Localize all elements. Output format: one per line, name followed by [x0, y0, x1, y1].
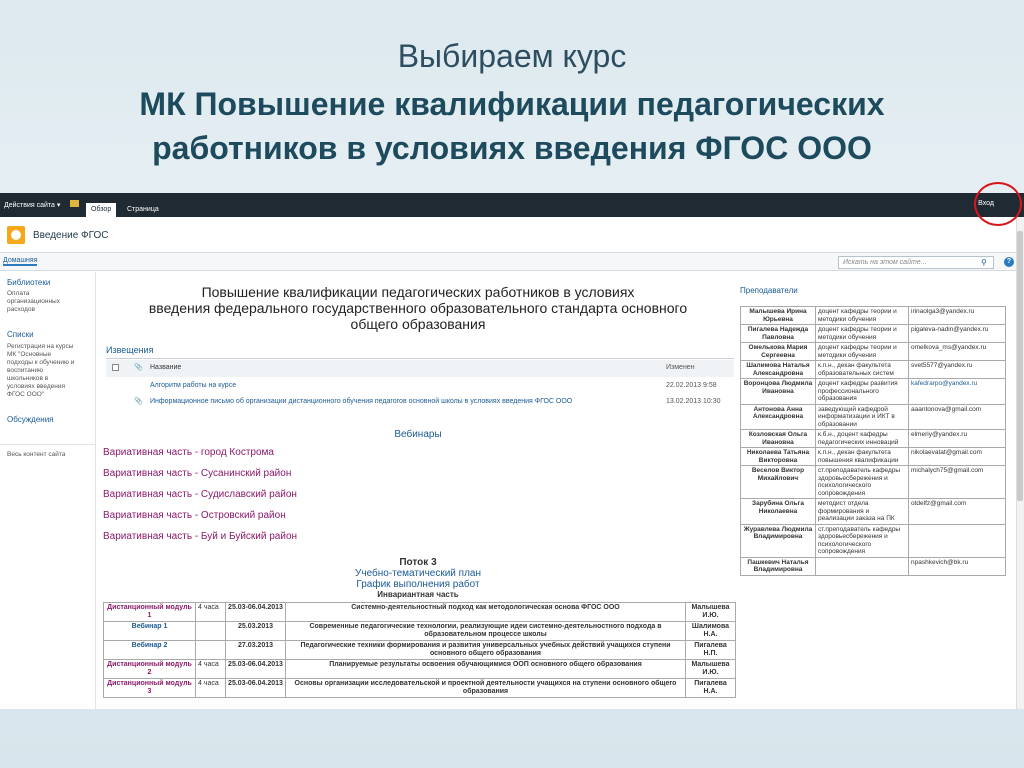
schedule-module[interactable]: Вебинар 1 — [104, 622, 196, 641]
teacher-position: заведующий кафедрой информатизации и ИКТ в образовании — [816, 404, 909, 430]
announcement-date: 13.02.2013 10:30 — [666, 398, 721, 405]
help-icon[interactable]: ? — [1004, 257, 1014, 267]
teacher-position: доцент кафедры развития профессионального образования — [816, 379, 909, 405]
teacher-name: Николаева Татьяна Викторовна — [741, 448, 816, 466]
schedule-link[interactable]: График выполнения работ — [356, 579, 480, 590]
teacher-email — [909, 524, 1006, 557]
schedule-dates: 25.03-06.04.2013 — [226, 603, 286, 622]
col-name[interactable]: Название — [150, 364, 182, 371]
tab-page[interactable]: Страница — [127, 206, 159, 213]
ql-item-line: школьников в — [7, 375, 49, 382]
table-row — [741, 379, 1006, 405]
ql-item-line: Оплата — [7, 290, 30, 297]
ql-all-content[interactable] — [0, 444, 95, 459]
schedule-table — [103, 602, 736, 698]
tab-browse[interactable]: Обзор — [86, 203, 116, 217]
top-navigation — [0, 253, 1024, 271]
schedule-module[interactable]: Дистанционный модуль 2 — [104, 660, 196, 679]
login-link[interactable]: Вход — [978, 200, 994, 207]
webinars-heading: Вебинары — [394, 429, 442, 440]
table-row — [741, 343, 1006, 361]
teacher-position: доцент кафедры теории и методики обучения — [816, 307, 909, 325]
schedule-tutor: Пигалева Н.А. — [686, 679, 736, 698]
announcement-date: 22.02.2013 9:58 — [666, 382, 717, 389]
teacher-name: Воронцова Людмила Ивановна — [741, 379, 816, 405]
table-row — [741, 404, 1006, 430]
teacher-email: aaantonova@gmail.com — [909, 404, 1006, 430]
teacher-name: Шалимова Наталья Александровна — [741, 361, 816, 379]
variative-link[interactable]: Вариативная часть - Сусанинский район — [103, 468, 292, 479]
table-row — [104, 603, 736, 622]
ribbon-bar — [0, 193, 1024, 217]
schedule-hours: 4 часа — [196, 679, 226, 698]
teacher-email: nikolaevatat@gmail.com — [909, 448, 1006, 466]
schedule-dates: 25.03-06.04.2013 — [226, 660, 286, 679]
search-icon[interactable]: ⚲ — [981, 258, 987, 267]
sharepoint-screenshot — [0, 193, 1024, 709]
teachers-title[interactable]: Преподаватели — [740, 286, 798, 295]
table-row — [741, 499, 1006, 525]
page-heading-line: введения федерального государственного образовательного стандарта основного — [148, 300, 688, 316]
teacher-position: доцент кафедры теории и методики обучения — [816, 325, 909, 343]
schedule-hours: 4 часа — [196, 660, 226, 679]
ql-libraries[interactable]: Библиотеки — [7, 278, 51, 287]
schedule-module[interactable]: Вебинар 2 — [104, 641, 196, 660]
slide-title-line-1: МК Повышение квалификации педагогических — [139, 86, 885, 122]
ql-lists[interactable]: Списки — [7, 330, 34, 339]
site-logo-icon — [7, 226, 25, 244]
schedule-dates: 27.03.2013 — [226, 641, 286, 660]
announcements-header — [106, 360, 734, 377]
login-highlight-circle — [974, 182, 1022, 226]
announcement-link[interactable]: Алгоритм работы на курсе — [150, 382, 237, 389]
announcements-title[interactable]: Извещения — [106, 345, 154, 355]
teacher-name: Пашкевич Наталья Владимировна — [741, 557, 816, 575]
teacher-position: доцент кафедры теории и методики обучения — [816, 343, 909, 361]
schedule-module[interactable]: Дистанционный модуль 3 — [104, 679, 196, 698]
ql-item-line: подходы к обучению и — [7, 359, 75, 366]
schedule-hours — [196, 622, 226, 641]
schedule-tutor: Малышева И.Ю. — [686, 603, 736, 622]
teacher-name: Зарубина Ольга Николаевна — [741, 499, 816, 525]
nav-home[interactable]: Домашняя — [3, 257, 38, 264]
teacher-name: Омелькова Мария Сергеевна — [741, 343, 816, 361]
col-changed[interactable]: Изменен — [666, 364, 695, 371]
select-all-checkbox[interactable] — [112, 364, 119, 371]
teacher-email: pigaleva-nadin@yandex.ru — [909, 325, 1006, 343]
schedule-tutor: Шалимова Н.А. — [686, 622, 736, 641]
ql-item-line: воспитанию — [7, 367, 44, 374]
page-heading-line: общего образования — [350, 316, 486, 332]
teacher-position: к.п.н., декан факультета образовательных систем — [816, 361, 909, 379]
plan-link[interactable]: Учебно-тематический план — [355, 568, 481, 579]
variative-link[interactable]: Вариативная часть - Судиславский район — [103, 489, 297, 500]
teacher-name: Антонова Анна Александровна — [741, 404, 816, 430]
teacher-name: Пигалева Надежда Павловна — [741, 325, 816, 343]
schedule-dates: 25.03.2013 — [226, 622, 286, 641]
teacher-position — [816, 557, 909, 575]
table-row — [741, 448, 1006, 466]
teacher-position: к.п.н., декан факультета повышения квалификации — [816, 448, 909, 466]
schedule-topic: Современные педагогические технологии, реализующие идеи системно-деятельностного подхода в образовательном процессе школы — [286, 622, 686, 641]
schedule-topic: Системно-деятельностный подход как методологическая основа ФГОС ООО — [286, 603, 686, 622]
table-row — [741, 307, 1006, 325]
list-item — [106, 378, 734, 395]
schedule-tutor: Пигалева Н.П. — [686, 641, 736, 660]
teachers-table — [740, 306, 1006, 576]
teacher-name: Веселов Виктор Михайлович — [741, 466, 816, 499]
table-row — [741, 557, 1006, 575]
teacher-position: методист отдела формирования и реализации заказа на ПК — [816, 499, 909, 525]
site-actions-menu[interactable]: Действия сайта ▾ — [4, 202, 61, 209]
slide-subtitle: Выбираем курс — [397, 38, 627, 74]
schedule-hours: 4 часа — [196, 603, 226, 622]
teacher-name: Козловская Ольга Ивановна — [741, 430, 816, 448]
table-row — [741, 524, 1006, 557]
schedule-module[interactable]: Дистанционный модуль 1 — [104, 603, 196, 622]
teacher-position: ст.преподаватель кафедры здоровьесбережения и психологического сопровождения — [816, 466, 909, 499]
table-row — [741, 325, 1006, 343]
ql-item-line: условиях введения — [7, 383, 66, 390]
teacher-email: svet5577@yandex.ru — [909, 361, 1006, 379]
page-heading-line: Повышение квалификации педагогических работников в условиях — [201, 284, 635, 300]
ql-item-line: МК "Основные — [7, 351, 52, 358]
ql-all-content-label: Весь контент сайта — [7, 451, 66, 458]
page-heading — [100, 272, 736, 332]
teacher-email[interactable]: kafedrarpo@yandex.ru — [909, 379, 1006, 405]
invariant-heading: Инвариантная часть — [377, 590, 459, 599]
ql-item-line: Регистрация на курсы — [7, 343, 74, 350]
announcement-link[interactable]: Информационное письмо об организации дистанционного обучения педагогов основной школы в условиях введения ФГОС ООО — [150, 398, 573, 405]
table-row — [741, 466, 1006, 499]
search-input[interactable]: Искать на этом сайте... — [838, 256, 994, 269]
variative-link[interactable]: Вариативная часть - Буй и Буйский район — [103, 531, 298, 542]
table-row — [104, 679, 736, 698]
schedule-topic: Планируемые результаты освоения обучающимися ООП основного общего образования — [286, 660, 686, 679]
teacher-email: elmeriy@yandex.ru — [909, 430, 1006, 448]
slide-main-title — [0, 82, 1024, 170]
site-header — [0, 217, 1024, 253]
teacher-email: irinaolga3@yandex.ru — [909, 307, 1006, 325]
stream-title: Поток 3 — [399, 557, 437, 568]
quick-launch — [0, 272, 96, 709]
teacher-name: Малышева Ирина Юрьевна — [741, 307, 816, 325]
variative-link[interactable]: Вариативная часть - Островский район — [103, 510, 286, 521]
schedule-topic: Педагогические техники формирования и развития универсальных учебных действий учащихся ступени основного общего образования — [286, 641, 686, 660]
table-row — [741, 361, 1006, 379]
table-row — [104, 622, 736, 641]
variative-link[interactable]: Вариативная часть - город Кострома — [103, 447, 274, 458]
schedule-topic: Основы организации исследовательской и проектной деятельности учащихся на ступени основного общего образования — [286, 679, 686, 698]
teacher-email: otdelfz@gmail.com — [909, 499, 1006, 525]
list-item — [106, 394, 734, 411]
table-row — [741, 430, 1006, 448]
schedule-dates: 25.03-06.04.2013 — [226, 679, 286, 698]
ql-lists-item[interactable] — [0, 343, 95, 399]
teacher-email: omelkova_ms@yandex.ru — [909, 343, 1006, 361]
teacher-email: npashkevich@bk.ru — [909, 557, 1006, 575]
ql-item-line: расходов — [7, 306, 35, 313]
announcements-divider — [106, 358, 734, 359]
scrollbar-thumb[interactable] — [1017, 231, 1023, 501]
ql-item-line: ФГОС ООО" — [7, 391, 45, 398]
teacher-position: ст.преподаватель кафедры здоровьесбережения и психологического сопровождения — [816, 524, 909, 557]
ql-discussions[interactable]: Обсуждения — [7, 415, 54, 424]
attachment-icon: 📎 — [134, 398, 143, 405]
site-name[interactable]: Введение ФГОС — [33, 230, 109, 241]
ql-libraries-item[interactable] — [0, 290, 95, 314]
attachment-icon: 📎 — [134, 364, 143, 371]
slide-title-line-2: работников в условиях введения ФГОС ООО — [152, 130, 872, 166]
teacher-name: Журавлева Людмила Владимировна — [741, 524, 816, 557]
teacher-email: michalych75@gmail.com — [909, 466, 1006, 499]
schedule-hours — [196, 641, 226, 660]
table-row — [104, 660, 736, 679]
teacher-position: к.б.н., доцент кафедры педагогических инноваций — [816, 430, 909, 448]
slide-title — [0, 36, 1024, 170]
table-row — [104, 641, 736, 660]
folder-icon[interactable] — [70, 200, 79, 207]
ql-item-line: организационных — [7, 298, 60, 305]
schedule-tutor: Малышева И.Ю. — [686, 660, 736, 679]
